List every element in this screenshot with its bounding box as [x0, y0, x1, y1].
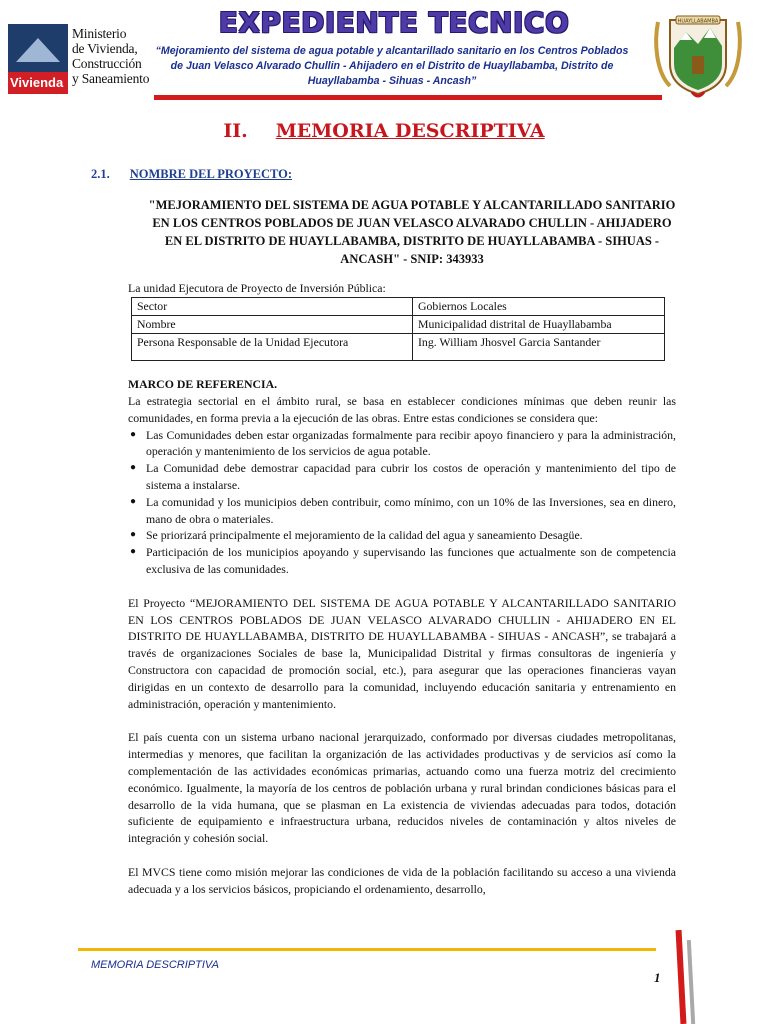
- corner-decoration: [676, 930, 687, 1024]
- section-title-text: MEMORIA DESCRIPTIVA: [275, 120, 545, 142]
- list-item: ● La comunidad y los municipios deben contribuir, como mínimo, con un 10% de las Inversiones, sea en dinero, mano de obra o materiales.: [130, 494, 676, 526]
- executing-unit-table: [131, 297, 665, 361]
- section-heading: [0, 120, 768, 142]
- house-icon: [16, 38, 60, 62]
- project-subtitle: “Mejoramiento del sistema de agua potable y alcantarillado sanitario en los Centros Poblados de Juan Velasco Alvarado Chullin - Ahijadero en el Distrito de Huayllabamba, Distrito de Huayllabamba - Sihuas - Ancash”: [155, 45, 629, 87]
- document-title: EXPEDIENTE TECNICO: [218, 6, 570, 39]
- table-cell-label: Persona Responsable de la Unidad Ejecutora: [132, 334, 413, 361]
- table-row: [132, 334, 665, 361]
- vivienda-logo-mark: [8, 24, 68, 94]
- page-number: 1: [654, 970, 661, 985]
- paragraph: El país cuenta con un sistema urbano nacional jerarquizado, conformado por diversas ciudades metropolitanas, intermedias y menores, que facilitan la organización de las actividades productivas y de servicios así como la complementación de las actividades económicas primarias, actuando como una fuerza motriz del crecimiento económico. Igualmente, la mayoría de los centros de población urbana y rural brindan condiciones básicas para el desarrollo de la vida humana, que se plasman en La existencia de viviendas adecuadas para todos, dotación suficiente de equipamiento e infraestructura urbana, reducidos niveles de contaminación y altos niveles de integración y cohesión social.: [128, 730, 676, 846]
- list-item: ● Participación de los municipios apoyando y supervisando las funciones que actualmente son de competencia exclusiva de las comunidades.: [130, 545, 676, 576]
- bullet-icon: ●: [130, 546, 137, 558]
- bullet-icon: ●: [130, 529, 137, 541]
- footer-divider: [78, 948, 656, 951]
- subsection-title: NOMBRE DEL PROYECTO:: [129, 167, 293, 181]
- svg-text:HUAYLLABAMBA: HUAYLLABAMBA: [677, 18, 719, 25]
- paragraph: El MVCS tiene como misión mejorar las condiciones de vida de la población facilitando su acceso a una vivienda adecuada y a los servicios básicos, propiciando el ordenamiento, desarrollo,: [128, 864, 676, 896]
- table-row: [132, 316, 665, 334]
- header-divider: [154, 95, 662, 100]
- ministry-logo: [8, 18, 152, 98]
- marco-section: [128, 393, 676, 898]
- bullet-icon: ●: [130, 495, 137, 507]
- table-cell-value: Ing. William Jhosvel Garcia Santander: [413, 334, 665, 361]
- table-row: [132, 298, 665, 316]
- corner-decoration-shadow: [687, 940, 695, 1024]
- ministry-name: Ministerio de Vivienda, Construcción y Saneamiento: [72, 26, 150, 86]
- table-cell-value: Municipalidad distrital de Huayllabamba: [413, 316, 665, 334]
- table-intro: La unidad Ejecutora de Proyecto de Inversión Pública:: [128, 281, 386, 295]
- table-cell-value: Gobiernos Locales: [413, 298, 665, 316]
- bullet-icon: ●: [130, 428, 137, 440]
- list-item: ● Se priorizará principalmente el mejoramiento de la calidad del agua y saneamiento Desagüe.: [130, 528, 583, 543]
- document-header: [0, 0, 768, 110]
- district-crest-icon: [652, 12, 744, 100]
- bullet-icon: ●: [130, 462, 137, 474]
- subsection-number: 2.1.: [91, 167, 110, 181]
- section-number: II.: [223, 120, 248, 142]
- project-name: "MEJORAMIENTO DEL SISTEMA DE AGUA POTABLE Y ALCANTARILLADO SANITARIO EN LOS CENTROS POBLADOS DE JUAN VELASCO ALVARADO CHULLIN - AHIJADERO EN EL DISTRITO DE HUAYLLABAMBA, DISTRITO DE HUAYLLABAMBA - SIHUAS - ANCASH" - SNIP: 343933: [148, 198, 676, 266]
- conditions-list: [128, 427, 676, 578]
- paragraph: El Proyecto “MEJORAMIENTO DEL SISTEMA DE AGUA POTABLE Y ALCANTARILLADO SANITARIO EN LOS CENTROS POBLADOS DE JUAN VELASCO ALVARADO CHULLIN - AHIJADERO EN EL DISTRITO DE HUAYLLABAMBA, DISTRITO DE HUAYLLABAMBA - SIHUAS - ANCASH”, se trabajará a través de organizaciones Sociales de base la, Municipalidad Distrital y firmas consultoras de ingeniería y Constructora con capacidad de promoción social, etc.), para asegurar que las operaciones financieras vayan dirigidas en un contexto de desarrollo para la comunidad, incluyendo educación sanitaria y entrenamiento en administración, operación y mantenimiento.: [128, 595, 676, 711]
- marco-heading: MARCO DE REFERENCIA.: [128, 377, 278, 391]
- table-cell-label: Nombre: [132, 316, 413, 334]
- subsection-heading: [91, 167, 292, 182]
- list-item: ● La Comunidad debe demostrar capacidad para cubrir los costos de operación y mantenimiento del tipo de sistema a instalarse.: [130, 461, 676, 492]
- footer-label: MEMORIA DESCRIPTIVA: [91, 959, 219, 971]
- table-cell-label: Sector: [132, 298, 413, 316]
- marco-intro: La estrategia sectorial en el ámbito rural, se basa en establecer condiciones mínimas que deben reunir las comunidades, en forma previa a la ejecución de las obras. Entre estas condiciones se considera que:: [128, 394, 676, 425]
- list-item: ● Las Comunidades deben estar organizadas formalmente para recibir apoyo financiero y para la administración, operación y mantenimiento de los servicios de agua potable.: [130, 427, 676, 459]
- logo-brand-text: Vivienda: [10, 75, 64, 90]
